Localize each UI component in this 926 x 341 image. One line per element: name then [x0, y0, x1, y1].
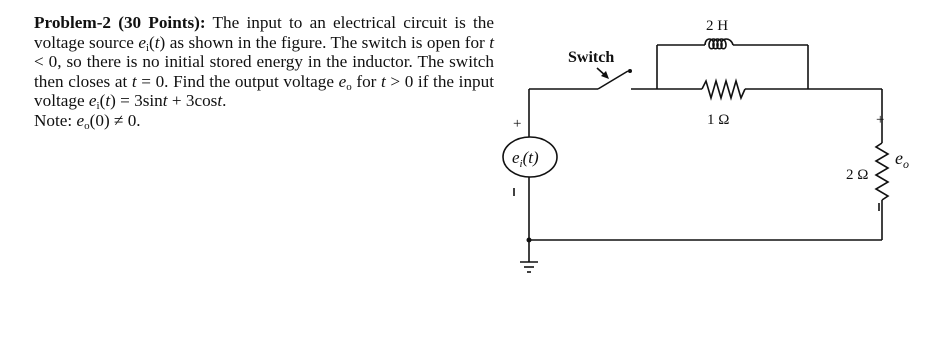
var: t	[131, 71, 137, 91]
var: t	[162, 91, 168, 111]
var: t	[105, 91, 111, 111]
output-var: e	[895, 148, 903, 168]
text: = 0. Find the output voltage	[136, 71, 339, 91]
sub: i	[96, 100, 100, 113]
var: t	[489, 32, 494, 52]
output-subscript: o	[903, 157, 909, 171]
text: ) = 3sin	[110, 91, 163, 111]
sub: i	[145, 41, 150, 54]
resistor-2	[876, 143, 888, 200]
text: The input to an electrical circuit is the voltage source	[34, 13, 494, 52]
resistor-1	[702, 81, 745, 98]
switch-label: Switch	[568, 49, 615, 66]
var: e	[88, 91, 97, 111]
source-argument: (t)	[522, 148, 539, 167]
text: .	[222, 91, 227, 111]
source-subscript: i	[519, 158, 523, 170]
text: (	[99, 91, 106, 111]
source-label	[512, 148, 539, 170]
source-var: e	[512, 148, 520, 167]
var: e	[338, 71, 347, 91]
text: for	[351, 71, 382, 91]
resistor-1-label: 1 Ω	[707, 112, 730, 128]
resistor-2-label: 2 Ω	[846, 167, 869, 183]
text: < 0, so there is no initial stored energy in the inductor. The switch then closes at	[34, 52, 494, 91]
output-plus-sign: +	[876, 112, 885, 128]
note-prefix: Note:	[34, 110, 77, 130]
var: t	[217, 91, 223, 111]
source-plus-sign: +	[513, 116, 522, 132]
sub: o	[84, 119, 90, 132]
note-rest: (0) ≠ 0.	[89, 110, 141, 130]
var: e	[138, 32, 146, 52]
problem-heading: Problem-2 (30 Points):	[34, 13, 206, 32]
var: e	[76, 110, 85, 130]
var: t	[381, 71, 386, 91]
output-label	[895, 148, 909, 171]
sub: o	[346, 80, 352, 93]
text: + 3cos	[167, 91, 218, 111]
text: (	[149, 32, 155, 52]
inductor-coil	[705, 39, 733, 49]
text: > 0 if the input voltage	[34, 71, 495, 111]
inductor-label: 2 H	[706, 18, 729, 34]
var: t	[154, 32, 160, 52]
switch-contact	[628, 69, 632, 73]
text: ) as shown in the figure. The switch is open for	[159, 32, 490, 52]
